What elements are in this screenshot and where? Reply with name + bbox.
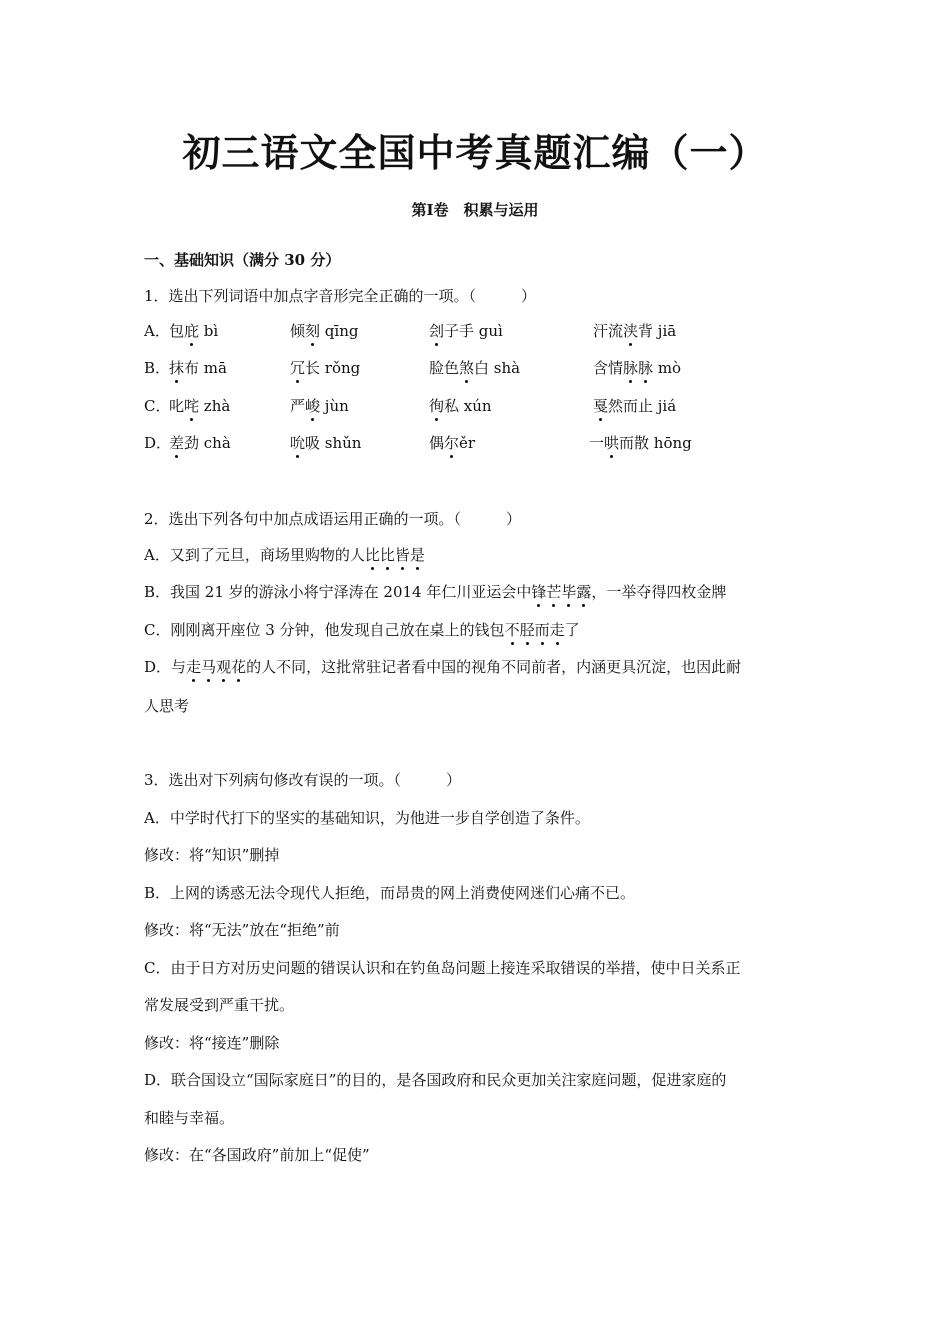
q1-word-pre: 严 [290, 397, 306, 415]
q1-word-pre: 包 [169, 322, 185, 340]
q1-word-pre: 汗流 [593, 322, 624, 340]
q1-word-dot: 煞 [459, 359, 475, 377]
section-heading: 一、基础知识（满分 30 分） [144, 251, 341, 269]
q2-b-idiom: 锋芒毕露 [531, 583, 592, 601]
q1-word-dot: 峻 [305, 397, 321, 415]
q3-option-a-fix: 修改：将“知识”删掉 [144, 846, 280, 864]
q3-option-c-cont: 常发展受到严重干扰。 [144, 996, 295, 1014]
q1-word-a-4 [593, 321, 676, 341]
q1-word-d-3 [429, 433, 475, 453]
q1-word-pre: 叱 [169, 397, 185, 415]
q1-word-d-2 [290, 433, 361, 453]
q1-word-dot: 徇 [429, 397, 445, 415]
q2-option-d [144, 657, 741, 677]
q2-option-d-cont: 人思考 [144, 697, 190, 715]
q1-word-post: mò [653, 359, 682, 377]
q1-word-post: 劲 chà [184, 434, 231, 452]
q1-word-post: ěr [459, 434, 476, 452]
q1-word-b-4 [593, 358, 681, 378]
q3-option-d-fix: 修改：在“各国政府”前加上“促使” [144, 1146, 370, 1164]
q1-word-post: 然而止 jiá [608, 397, 677, 415]
volume-subtitle: 第Ⅰ卷 积累与运用 [411, 201, 539, 219]
q1-option-label-d: D． [144, 434, 172, 452]
q1-word-pre: 倾 [290, 322, 306, 340]
q1-stem: 1．选出下列词语中加点字音形完全正确的一项。（ ） [144, 287, 537, 305]
q1-word-post: jùn [320, 397, 349, 415]
q2-a-idiom: 比比皆是 [364, 546, 425, 564]
q2-a-pre: A．又到了元旦，商场里购物的人 [144, 546, 365, 564]
q1-word-dot: 抹 [169, 359, 185, 377]
q1-word-post: 布 mā [184, 359, 227, 377]
q2-b-post: ，一举夺得四枚金牌 [591, 583, 727, 601]
q1-word-post: 白 shà [474, 359, 521, 377]
q1-word-dot: 刽 [429, 322, 445, 340]
q1-word-a-2 [290, 321, 358, 341]
q1-word-post: 长 rǒng [305, 359, 361, 377]
q1-word-post: zhà [199, 397, 231, 415]
q3-option-b-fix: 修改：将“无法”放在“拒绝”前 [144, 921, 340, 939]
q1-word-dot: 差 [169, 434, 185, 452]
q2-d-post: 的人不同，这批常驻记者看中国的视角不同前者，内涵更具沉淀，也因此耐 [246, 658, 742, 676]
q1-option-label-b: B． [144, 359, 171, 377]
q1-option-label-c: C． [144, 397, 171, 415]
q2-d-pre: D．与 [144, 658, 187, 676]
q1-word-dot: 浃 [623, 322, 639, 340]
q2-b-pre: B．我国 21 岁的游泳小将宁泽涛在 2014 年仁川亚运会中 [144, 583, 532, 601]
q2-d-idiom: 走马观花 [186, 658, 247, 676]
q1-word-dot: 尔 [444, 434, 460, 452]
q1-word-c-2 [290, 396, 349, 416]
q2-c-pre: C．刚刚离开座位 3 分钟，他发现自己放在桌上的钱包 [144, 621, 505, 639]
q3-option-d: D．联合国设立“国际家庭日”的目的，是各国政府和民众更加关注家庭问题，促进家庭的 [144, 1071, 727, 1089]
q2-option-c [144, 620, 580, 640]
q1-word-b-3 [429, 358, 520, 378]
q1-word-post: bì [199, 322, 219, 340]
q1-word-d-1 [169, 433, 231, 453]
q2-c-post: 了 [564, 621, 580, 639]
q1-word-post: 而散 hōng [619, 434, 692, 452]
q1-word-dot: 哄 [604, 434, 620, 452]
q1-word-post: 私 xún [444, 397, 492, 415]
q1-word-pre: 脸色 [429, 359, 460, 377]
q1-word-post: 背 jiā [638, 322, 677, 340]
q3-option-c-fix: 修改：将“接连”删除 [144, 1034, 280, 1052]
q1-word-pre: 一 [589, 434, 605, 452]
q1-word-pre: 含情 [593, 359, 624, 377]
q1-word-post: qīng [320, 322, 359, 340]
q2-option-b [144, 582, 726, 602]
q1-word-c-3 [429, 396, 492, 416]
q2-stem: 2．选出下列各句中加点成语运用正确的一项。（ ） [144, 510, 522, 528]
q1-word-b-2 [290, 358, 360, 378]
q3-option-a: A．中学时代打下的坚实的基础知识，为他进一步自学创造了条件。 [144, 809, 590, 827]
q2-option-a [144, 545, 425, 565]
q1-word-c-1 [169, 396, 230, 416]
q1-word-dot: 脉脉 [623, 359, 654, 377]
q1-word-dot: 戛 [593, 397, 609, 415]
q2-c-idiom: 不胫而走 [504, 621, 565, 639]
q1-word-pre: 偶 [429, 434, 445, 452]
q1-word-a-1 [169, 321, 218, 341]
q3-stem: 3．选出对下列病句修改有误的一项。（ ） [144, 771, 462, 789]
q1-word-dot: 咤 [184, 397, 200, 415]
q1-word-b-1 [169, 358, 227, 378]
q1-word-dot: 吮 [290, 434, 306, 452]
q1-word-post: 子手 guì [444, 322, 503, 340]
q3-option-b: B．上网的诱惑无法令现代人拒绝，而昂贵的网上消费使网迷们心痛不已。 [144, 884, 636, 902]
q1-word-dot: 刻 [305, 322, 321, 340]
q1-word-post: 吸 shǔn [305, 434, 362, 452]
q1-word-dot: 庇 [184, 322, 200, 340]
q1-option-label-a: A． [144, 322, 170, 340]
q1-word-c-4 [593, 396, 676, 416]
q1-word-dot: 冗 [290, 359, 306, 377]
q3-option-d-cont: 和睦与幸福。 [144, 1109, 235, 1127]
q1-word-a-3 [429, 321, 503, 341]
document-title: 初三语文全国中考真题汇编（一） [182, 130, 768, 175]
q1-word-d-4 [589, 433, 692, 453]
q3-option-c: C．由于日方对历史问题的错误认识和在钓鱼岛问题上接连采取错误的举措，使中日关系正 [144, 959, 741, 977]
